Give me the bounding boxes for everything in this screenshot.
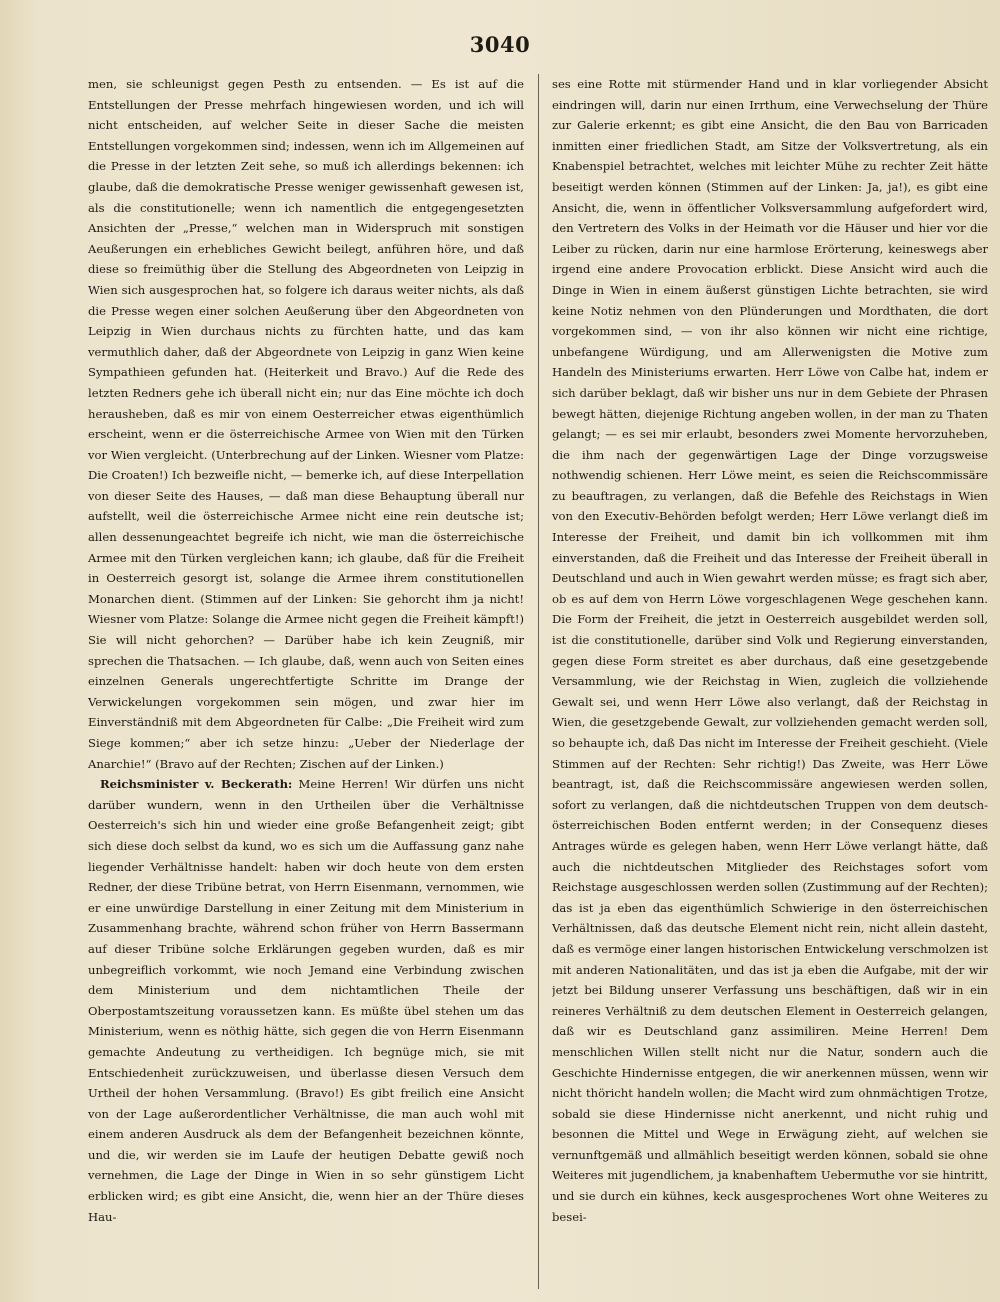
left-column bbox=[88, 74, 524, 1289]
speech-paragraph bbox=[88, 774, 524, 1227]
right-column bbox=[552, 74, 988, 1289]
left-column-paragraph: men, sie schleunigst gegen Pesth zu entsenden. — Es ist auf die Entstellungen der Presse mehrfach hingewiesen worden, und ich will nicht entscheiden, auf welcher Seite in dieser Sache die meisten Entstellungen vorgekommen sind; indessen, wenn ich im Allgemeinen auf die Presse in der letzten Zeit sehe, so muß ich allerdings bekennen: ich glaube, daß die demokratische Presse weniger gewissenhaft gewesen ist, als die constitutionelle; wenn ich namentlich die entgegengesetzten Ansichten der „Presse,“ welchen man in Widerspruch mit sonstigen Aeußerungen ein erhebliches Gewicht beilegt, anführen höre, und daß diese so freimüthig über die Stellung des Abgeordneten von Leipzig in Wien sich ausgesprochen hat, so folgere ich daraus weiter nichts, als daß die Presse wegen einer solchen Aeußerung über den Abgeordneten von Leipzig in Wien durchaus nichts zu fürchten hatte, und das kam vermuthlich daher, daß der Abgeordnete von Leipzig in ganz Wien keine Sympathieen gefunden hat. (Heiterkeit und Bravo.) Auf die Rede des letzten Redners gehe ich überall nicht ein; nur das Eine möchte ich doch herausheben, daß es mir von einem Oesterreicher etwas eigenthümlich erscheint, wenn er die österreichische Armee von Wien mit den Türken vor Wien vergleicht. (Unterbrechung auf der Linken. Wiesner vom Platze: Die Croaten!) Ich bezweifle nicht, — bemerke ich, auf diese Interpellation von dieser Seite des Hauses, — daß man diese Behauptung überall nur aufstellt, weil die österreichische Armee nicht eine rein deutsche ist; allen dessenungeachtet begreife ich nicht, wie man die österreichische Armee mit den Türken vergleichen kann; ich glaube, daß für die Freiheit in Oesterreich gesorgt ist, solange die Armee ihrem constitutionellen Monarchen dient. (Stimmen auf der Linken: Sie gehorcht ihm ja nicht! Wiesner vom Platze: Solange die Armee nicht gegen die Freiheit kämpft!) Sie will nicht gehorchen? — Darüber habe ich kein Zeugniß, mir sprechen die Thatsachen. — Ich glaube, daß, wenn auch von Seiten eines einzelnen Generals ungerechtfertigte Schritte im Drange der Verwickelungen vorgekommen sein mögen, und zwar hier im Einverständniß mit dem Abgeordneten für Calbe: „Die Freiheit wird zum Siege kommen;“ aber ich setze hinzu: „Ueber der Niederlage der Anarchie!“ (Bravo auf der Rechten; Zischen auf der Linken.) bbox=[88, 77, 524, 771]
speech-text: Meine Herren! Wir dürfen uns nicht darüber wundern, wenn in den Urtheilen über die Verhältnisse Oesterreich's sich hin und wieder eine große Befangenheit zeigt; gibt sich diese doch selbst da kund, wo es sich um die Auffassung ganz nahe liegender Verhältnisse handelt: haben wir doch heute von dem ersten Redner, der diese Tribüne betrat, von Herrn Eisenmann, vernommen, wie er eine unwürdige Darstellung in einer Zeitung mit dem Ministerium in Zusammenhang brachte, während schon früher von Herrn Bassermann auf dieser Tribüne solche Erklärungen gegeben wurden, daß es mir unbegreiflich vorkommt, wie noch Jemand eine Verbindung zwischen dem Ministerium und dem nichtamtlichen Theile der Oberpostamtszeitung voraussetzen kann. Es müßte übel stehen um das Ministerium, wenn es nöthig hätte, sich gegen die von Herrn Eisenmann gemachte Andeutung zu vertheidigen. Ich begnüge mich, sie mit Entschiedenheit zurückzuweisen, und überlasse diesen Versuch dem Urtheil der hohen Versammlung. (Bravo!) Es gibt freilich eine Ansicht von der Lage außerordentlicher Verhältnisse, die man auch wohl mit einem anderen Ausdruck als dem der Befangenheit bezeichnen könnte, und die, wir werden sie im Laufe der heutigen Debatte gewiß noch vernehmen, die Lage der Dinge in Wien in so sehr günstigem Licht erblicken wird; es gibt eine Ansicht, die, wenn hier an der Thüre dieses Hau- bbox=[88, 777, 524, 1224]
page-number: 3040 bbox=[469, 32, 531, 57]
text-columns bbox=[88, 74, 988, 1294]
speaker-name: Reichsminister v. Beckerath: bbox=[100, 777, 293, 792]
column-divider bbox=[538, 74, 539, 1289]
right-column-paragraph: ses eine Rotte mit stürmender Hand und in klar vorliegender Absicht eindringen will, darin nur einen Irrthum, eine Verwechselung der Thüre zur Galerie erkennt; es gibt eine Ansicht, die den Bau von Barricaden inmitten einer friedlichen Stadt, am Sitze der Volksvertretung, als ein Knabenspiel betrachtet, welches mit leichter Mühe zu rechter Zeit hätte beseitigt werden können (Stimmen auf der Linken: Ja, ja!), es gibt eine Ansicht, die, wenn in öffentlicher Volksversammlung aufgefordert wird, den Vertretern des Volks in der Heimath vor die Häuser und hier vor die Leiber zu rücken, darin nur eine harmlose Erörterung, keineswegs aber irgend eine andere Provocation erblickt. Diese Ansicht wird auch die Dinge in Wien in einem äußerst günstigen Lichte betrachten, sie wird keine Notiz nehmen von den Plünderungen und Mordthaten, die dort vorgekommen sind, — von ihr also können wir nicht eine richtige, unbefangene Würdigung, und am Allerwenigsten die Motive zum Handeln des Ministeriums erwarten. Herr Löwe von Calbe hat, indem er sich darüber beklagt, daß wir bisher uns nur in dem Gebiete der Phrasen bewegt hätten, diejenige Richtung angeben wollen, in der man zu Thaten gelangt; — es sei mir erlaubt, besonders zwei Momente hervorzuheben, die ihm nach der gegenwärtigen Lage der Dinge vorzugsweise nothwendig schienen. Herr Löwe meint, es seien die Reichscommissäre zu beauftragen, zu verlangen, daß die Befehle des Reichstags in Wien von den Executiv-Behörden befolgt werden; Herr Löwe verlangt dieß im Interesse der Freiheit, und damit bin ich vollkommen mit ihm einverstanden, daß die Freiheit und das Interesse der Freiheit überall in Deutschland und auch in Wien gewahrt werden müsse; es fragt sich aber, ob es auf dem von Herrn Löwe vorgeschlagenen Wege geschehen kann. Die Form der Freiheit, die jetzt in Oesterreich ausgebildet werden soll, ist die constitutionelle, darüber sind Volk und Regierung einverstanden, gegen diese Form streitet es aber durchaus, daß eine gesetzgebende Versammlung, wie der Reichstag in Wien, zugleich die vollziehende Gewalt sei, und wenn Herr Löwe also verlangt, daß der Reichstag in Wien, die gesetzgebende Gewalt, zur vollziehenden gemacht werden soll, so behaupte ich, daß Das nicht im Interesse der Freiheit geschieht. (Viele Stimmen auf der Rechten: Sehr richtig!) Das Zweite, was Herr Löwe beantragt, ist, daß die Reichscommissäre angewiesen werden sollen, sofort zu verlangen, daß die nichtdeutschen Truppen von dem deutsch-österreichischen Boden entfernt werden; in der Consequenz dieses Antrages würde es gelegen haben, wenn Herr Löwe verlangt hätte, daß auch die nichtdeutschen Mitglieder des Reichstages sofort vom Reichstage ausgeschlossen werden sollen (Zustimmung auf der Rechten); das ist ja eben das eigenthümlich Schwierige in den österreichischen Verhältnissen, daß das deutsche Element nicht rein, nicht allein dasteht, daß es vermöge einer langen historischen Entwickelung verschmolzen ist mit anderen Nationalitäten, und das ist ja eben die Aufgabe, mit der wir jetzt bei Bildung unserer Verfassung uns beschäftigen, daß wir in ein reineres Verhältniß zu dem deutschen Element in Oesterreich gelangen, daß wir es Deutschland ganz assimiliren. Meine Herren! Dem menschlichen Willen stellt nicht nur die Natur, sondern auch die Geschichte Hindernisse entgegen, die wir anerkennen müssen, wenn wir nicht thöricht handeln wollen; die Macht wird zum ohnmächtigen Trotze, sobald sie diese Hindernisse nicht anerkennt, und nicht ruhig und besonnen die Mittel und Wege in Erwägung zieht, auf welchen sie vernunftgemäß und allmählich beseitigt werden können, sobald sie ohne Weiteres mit jugendlichem, ja knabenhaftem Uebermuthe vor sie hintritt, und sie durch ein kühnes, keck ausgesprochenes Wort ohne Weiteres zu besei- bbox=[552, 77, 988, 1224]
